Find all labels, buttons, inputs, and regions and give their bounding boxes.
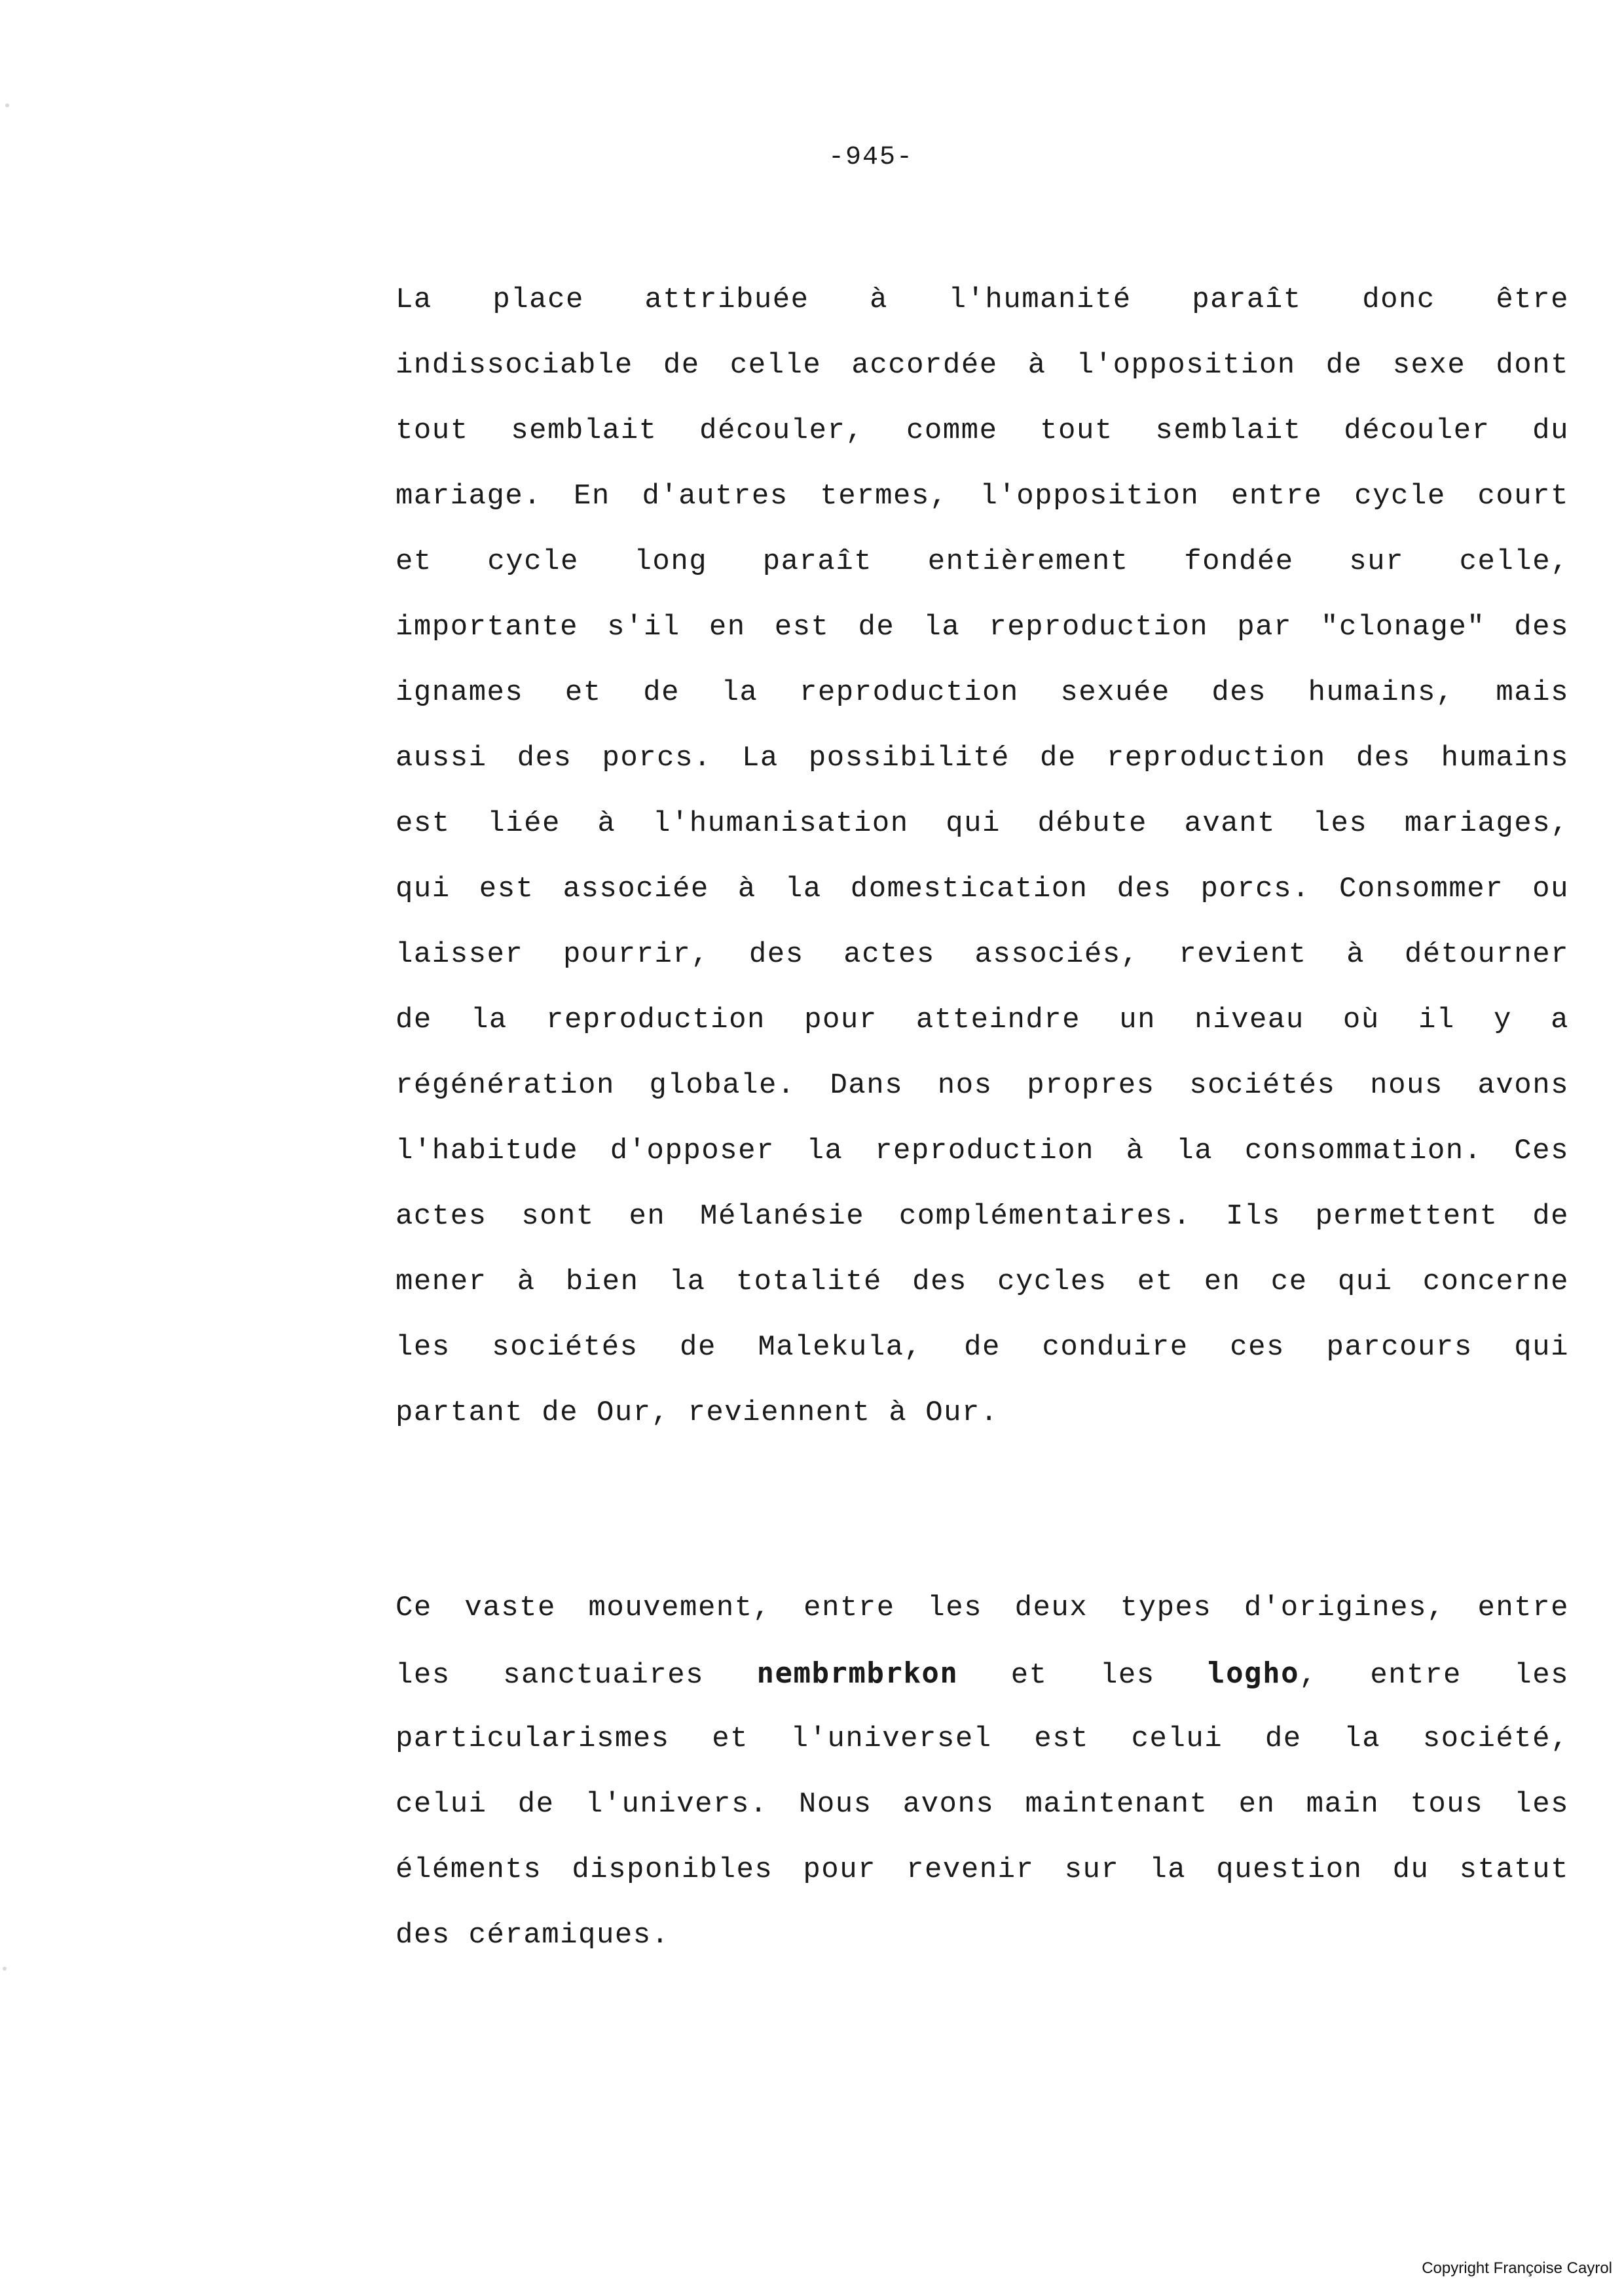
text-line: éléments disponibles pour revenir sur la question du statut — [396, 1853, 1569, 1886]
paragraph-1 — [396, 267, 1569, 1446]
text-line: Ce vaste mouvement, entre les deux types d'origines, entre — [396, 1592, 1569, 1624]
text-line: indissociable de celle accordée à l'opposition de sexe dont — [396, 349, 1569, 382]
text-line: qui est associée à la domestication des porcs. Consommer ou — [396, 873, 1569, 905]
text-line-with-terms — [396, 1641, 1569, 1706]
text-line: et cycle long paraît entièrement fondée sur celle, — [396, 545, 1569, 578]
text-line: ignames et de la reproduction sexuée des humains, mais — [396, 676, 1569, 709]
text-line: les sociétés de Malekula, de conduire ces parcours qui — [396, 1331, 1569, 1364]
vernacular-term-nembrmbrkon: nembrmbrkon — [756, 1656, 959, 1690]
text-line: La place attribuée à l'humanité paraît donc être — [396, 283, 1569, 316]
text-line: partant de Our, reviennent à Our. — [396, 1396, 999, 1429]
vernacular-term-logho: logho — [1208, 1656, 1300, 1690]
text-segment: les sanctuaires — [396, 1659, 705, 1692]
copyright-notice: Copyright Françoise Cayrol — [1422, 2259, 1612, 2277]
text-segment: et les — [1010, 1659, 1155, 1692]
scan-artifact — [5, 103, 9, 107]
text-line: régénération globale. Dans nos propres sociétés nous avons — [396, 1069, 1569, 1102]
text-line: particularismes et l'universel est celui de la société, — [396, 1722, 1569, 1755]
paragraph-2 — [396, 1575, 1569, 1968]
text-line: mariage. En d'autres termes, l'opposition entre cycle court — [396, 480, 1569, 513]
text-line: des céramiques. — [396, 1919, 670, 1952]
scan-artifact — [3, 1967, 7, 1971]
text-line: aussi des porcs. La possibilité de reproduction des humains — [396, 742, 1569, 774]
text-segment: , entre les — [1299, 1659, 1569, 1692]
text-line: tout semblait découler, comme tout semblait découler du — [396, 414, 1569, 447]
page-number: -945- — [828, 143, 914, 172]
text-line: celui de l'univers. Nous avons maintenant en main tous les — [396, 1788, 1569, 1821]
text-line: l'habitude d'opposer la reproduction à la consommation. Ces — [396, 1135, 1569, 1167]
text-line: laisser pourrir, des actes associés, revient à détourner — [396, 938, 1569, 971]
text-line: est liée à l'humanisation qui débute avant les mariages, — [396, 807, 1569, 840]
text-line: de la reproduction pour atteindre un niveau où il y a — [396, 1004, 1569, 1036]
text-line: actes sont en Mélanésie complémentaires. Ils permettent de — [396, 1200, 1569, 1233]
text-line: mener à bien la totalité des cycles et en ce qui concerne — [396, 1266, 1569, 1298]
text-line: importante s'il en est de la reproduction par "clonage" des — [396, 611, 1569, 644]
